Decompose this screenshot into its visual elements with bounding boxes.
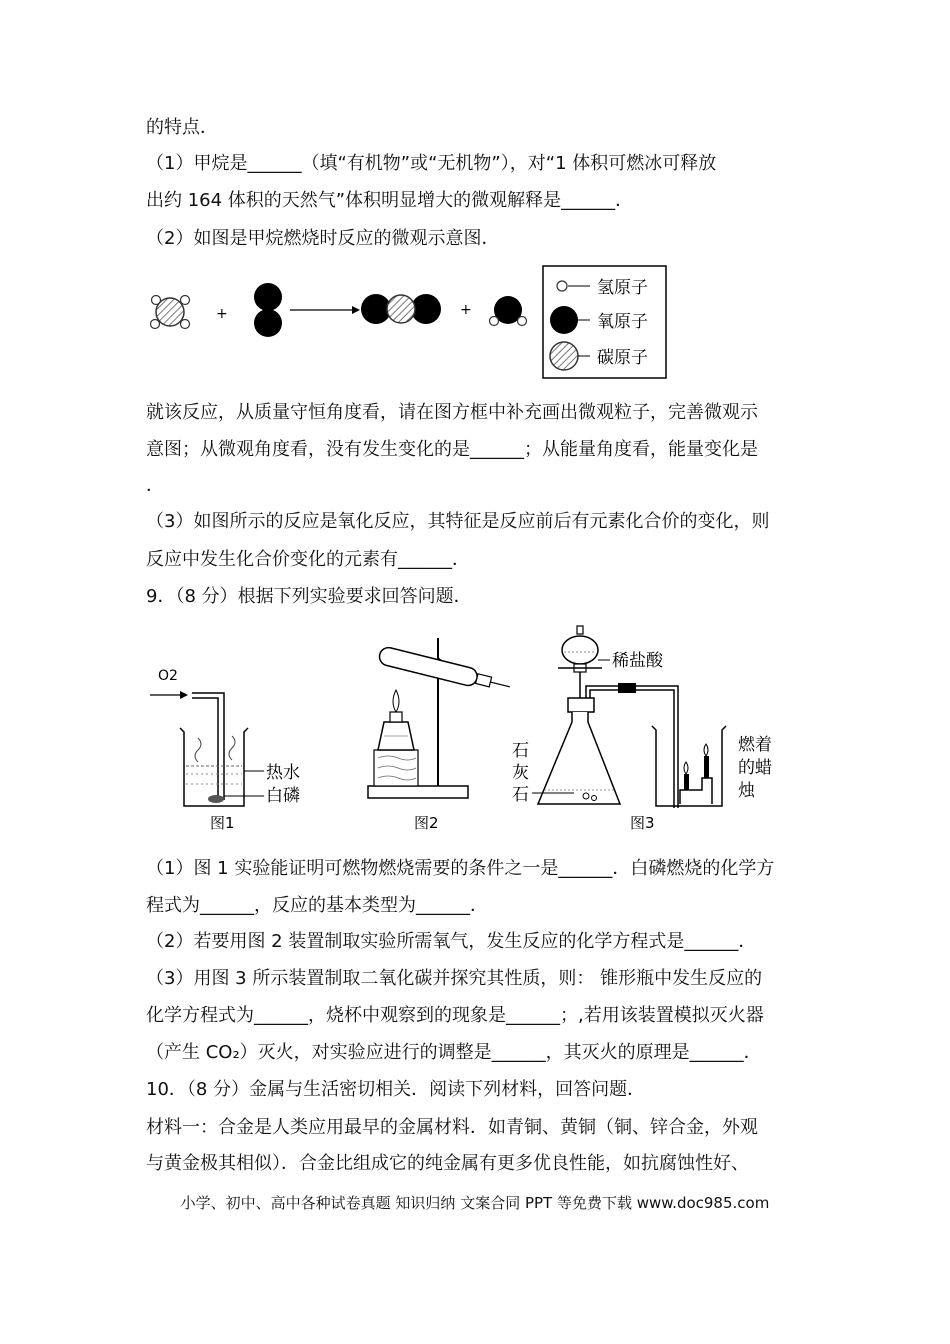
text-line: （产生 CO₂）灭火，对实验应进行的调整是______，其灭火的原理是______． bbox=[146, 1042, 762, 1063]
legend-oxygen: 氧原子 bbox=[597, 312, 648, 332]
svg-text:热水: 热水 bbox=[266, 763, 300, 783]
svg-text:稀盐酸: 稀盐酸 bbox=[612, 651, 663, 671]
svg-text:石: 石 bbox=[512, 785, 529, 805]
figure-3 bbox=[512, 626, 772, 832]
svg-text:的蜡: 的蜡 bbox=[738, 758, 772, 778]
text-line: 9．（8 分）根据下列实验要求回答问题． bbox=[146, 586, 472, 607]
svg-text:图2: 图2 bbox=[414, 814, 439, 832]
svg-text:灰: 灰 bbox=[512, 763, 529, 783]
svg-text:石: 石 bbox=[512, 741, 529, 761]
text-line: 10．（8 分）金属与生活密切相关．阅读下列材料，回答问题． bbox=[146, 1079, 646, 1100]
text-line: 化学方程式为______，烧杯中观察到的现象是______；,若用该装置模拟灭火器 bbox=[146, 1005, 764, 1026]
text-line: （2）如图是甲烷燃烧时反应的微观示意图． bbox=[146, 228, 500, 249]
svg-text:燃着: 燃着 bbox=[738, 735, 772, 755]
text-line: （2）若要用图 2 装置制取实验所需氧气，发生反应的化学方程式是______． bbox=[146, 931, 757, 952]
experiment-figures bbox=[140, 618, 800, 836]
page-footer: 小学、初中、高中各种试卷真题 知识归纳 文案合同 PPT 等免费下载 www.doc985.com bbox=[180, 1194, 770, 1212]
text-line: 出约 164 体积的天然气”体积明显增大的微观解释是______． bbox=[146, 190, 634, 211]
svg-text:烛: 烛 bbox=[738, 781, 755, 801]
svg-text:图1: 图1 bbox=[210, 814, 235, 832]
figure-1 bbox=[150, 668, 300, 832]
svg-text:O2: O2 bbox=[158, 668, 178, 684]
legend-hydrogen: 氢原子 bbox=[597, 278, 648, 298]
figure-2 bbox=[368, 638, 512, 832]
reaction-diagram bbox=[140, 262, 680, 384]
water-molecule bbox=[490, 296, 527, 326]
text-line: 材料一：合金是人类应用最早的金属材料．如青铜、黄铜（铜、锌合金，外观 bbox=[146, 1117, 758, 1138]
svg-text:图3: 图3 bbox=[630, 814, 655, 832]
arrow-icon bbox=[290, 306, 360, 314]
text-line: 的特点． bbox=[146, 117, 218, 138]
plus-sign: + bbox=[460, 302, 472, 318]
methane-molecule bbox=[151, 296, 190, 329]
text-line: 程式为______，反应的基本类型为______． bbox=[146, 895, 488, 916]
oxygen-molecule bbox=[254, 283, 282, 337]
text-line: 反应中发生化合价变化的元素有______． bbox=[146, 549, 470, 570]
text-line: （3）如图所示的反应是氧化反应，其特征是反应前后有元素化合价的变化，则 bbox=[146, 511, 770, 532]
plus-sign: + bbox=[216, 306, 228, 322]
text-line: （3）用图 3 所示装置制取二氧化碳并探究其性质，则： 锥形瓶中发生反应的 bbox=[146, 968, 763, 989]
text-line: 意图；从微观角度看，没有发生变化的是______；从能量角度看，能量变化是 bbox=[146, 439, 758, 460]
text-line: 与黄金极其相似）．合金比组成它的纯金属有更多优良性能，如抗腐蚀性好、 bbox=[146, 1153, 749, 1174]
legend-carbon: 碳原子 bbox=[597, 348, 648, 368]
text-line: 就该反应，从质量守恒角度看，请在图方框中补充画出微观粒子，完善微观示 bbox=[146, 402, 758, 423]
svg-text:白磷: 白磷 bbox=[266, 786, 300, 806]
text-line: （1）甲烷是______（填“有机物”或“无机物”），对“1 体积可燃冰可释放 bbox=[146, 153, 717, 174]
carbon-dioxide-molecule bbox=[361, 294, 441, 324]
text-line: ． bbox=[146, 475, 164, 496]
text-line: （1）图 1 实验能证明可燃物燃烧需要的条件之一是______．白磷燃烧的化学方 bbox=[146, 858, 775, 879]
